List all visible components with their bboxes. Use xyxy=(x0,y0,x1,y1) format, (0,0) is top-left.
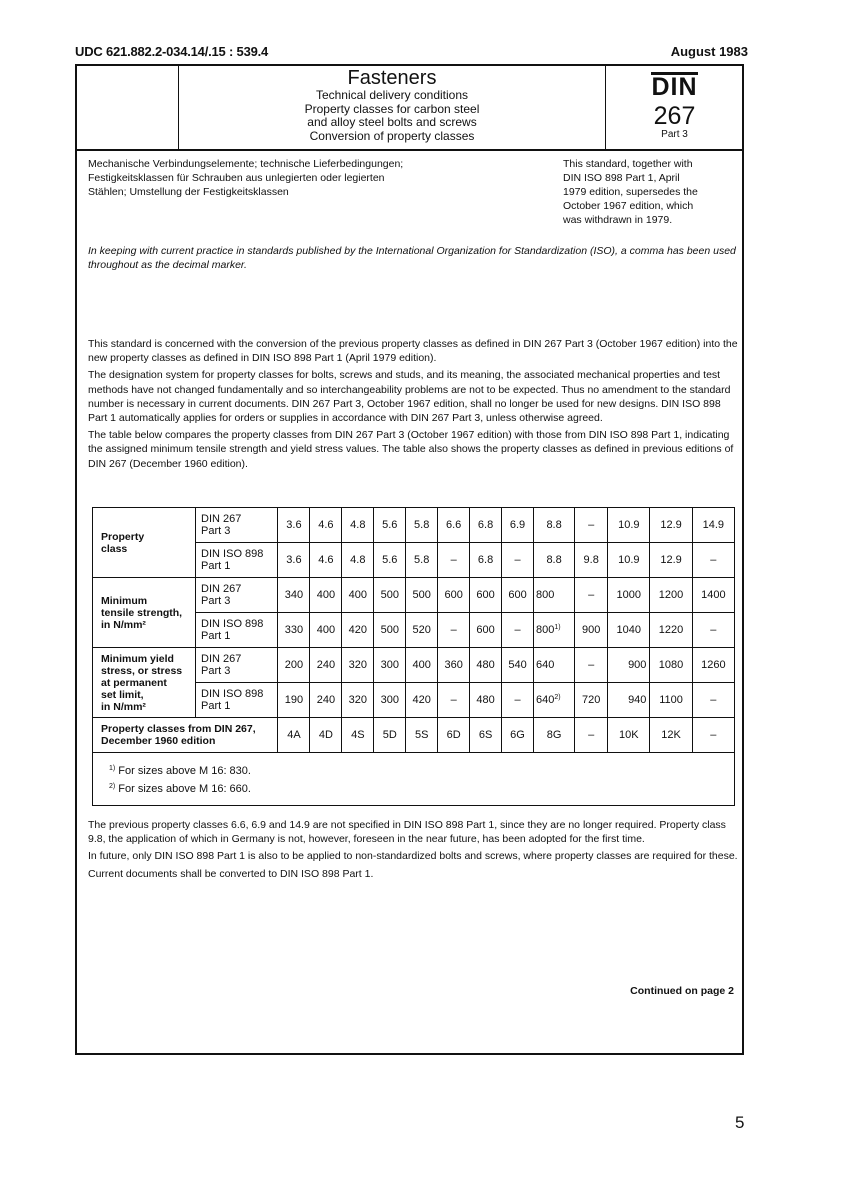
supersede-line: October 1967 edition, which xyxy=(563,200,694,212)
value-cell: 600 xyxy=(502,578,534,613)
value-cell: 12.9 xyxy=(650,543,692,578)
closing-paragraph: In future, only DIN ISO 898 Part 1 is also to be applied to non-standardized bolts and screws, where property classes are required for these. xyxy=(88,850,738,863)
value-cell: 420 xyxy=(342,613,374,648)
value-cell: 190 xyxy=(278,683,310,718)
old-classes-label: Property classes from DIN 267, December 1960 edition xyxy=(93,718,278,753)
udc-code: UDC 621.882.2-034.14/.15 : 539.4 xyxy=(75,44,269,59)
value-cell: 4A xyxy=(278,718,310,753)
value-cell: 240 xyxy=(310,683,342,718)
din-logo: DIN xyxy=(651,73,698,101)
value-cell: 340 xyxy=(278,578,310,613)
value-cell: 320 xyxy=(342,683,374,718)
value-cell: 5.8 xyxy=(406,508,438,543)
source-standard-label: DIN 267 Part 3 xyxy=(196,578,278,613)
footnote: $^{1)}$ For sizes above M 16: 830. xyxy=(109,765,251,777)
value-cell: 10.9 xyxy=(608,543,650,578)
subtitle-line: and alloy steel bolts and screws xyxy=(307,115,477,129)
subtitle-line: Property classes for carbon steel xyxy=(304,101,480,116)
subtitle-line: Technical delivery conditions xyxy=(315,88,469,102)
value-cell: 10K xyxy=(608,718,650,753)
row-group-label: Minimum tensile strength, in N/mm² xyxy=(93,578,196,648)
title-block xyxy=(77,66,742,151)
german-title-line: Mechanische Verbindungselemente; technische Lieferbedingungen; xyxy=(88,158,404,170)
value-cell: – xyxy=(692,543,734,578)
decimal-marker-note: In keeping with current practice in standards published by the International Organization for Standardization (ISO), a comma has been used throughout as the decimal marker. xyxy=(88,245,736,271)
value-cell: 6.8 xyxy=(470,543,502,578)
footnote-ref: 1) xyxy=(554,624,561,631)
value-cell: 8.8 xyxy=(533,508,574,543)
value-cell: 600 xyxy=(470,613,502,648)
value-cell: 400 xyxy=(310,578,342,613)
value-cell: – xyxy=(692,613,734,648)
value-cell: 400 xyxy=(406,648,438,683)
value-cell: 520 xyxy=(406,613,438,648)
value-cell: 800$^{1)}$ xyxy=(533,613,574,648)
value-cell: – xyxy=(438,613,470,648)
intro-paragraph: The designation system for property classes for bolts, screws and studs, and its meaning, the associated mechanical properties and test methods have not changed fundamentally and so interchangeability problems are not to be expected. Thus no amendment to the standard number is necessary in current documents. DIN 267 Part 3, October 1967 edition, shall no longer be used for new designs. DIN ISO 898 Part 1 automatically applies for orders or supplies in accordance with DIN 267 Part 3, unless otherwise agreed. xyxy=(88,369,731,425)
value-cell: 4.8 xyxy=(342,543,374,578)
german-title xyxy=(88,157,518,199)
value-cell: – xyxy=(692,718,734,753)
source-standard-label: DIN 267 Part 3 xyxy=(196,648,278,683)
footnotes-row xyxy=(93,753,735,806)
value-cell: 600 xyxy=(438,578,470,613)
value-cell: 9.8 xyxy=(575,543,608,578)
value-cell: 4S xyxy=(342,718,374,753)
value-cell: 5.6 xyxy=(374,543,406,578)
value-cell: 400 xyxy=(310,613,342,648)
value-cell: – xyxy=(575,508,608,543)
value-cell: 6S xyxy=(470,718,502,753)
source-standard-label: DIN ISO 898 Part 1 xyxy=(196,543,278,578)
value-cell: 12.9 xyxy=(650,508,692,543)
property-class-table xyxy=(92,507,735,806)
value-cell: 240 xyxy=(310,648,342,683)
table-row xyxy=(93,508,735,543)
value-cell: 5.8 xyxy=(406,543,438,578)
value-cell: – xyxy=(575,648,608,683)
closing-text xyxy=(88,818,738,884)
value-cell: 500 xyxy=(374,578,406,613)
value-cell: 6.9 xyxy=(502,508,534,543)
value-cell: 1000 xyxy=(608,578,650,613)
value-cell: 4.8 xyxy=(342,508,374,543)
value-cell: 8.8 xyxy=(533,543,574,578)
value-cell: 4.6 xyxy=(310,508,342,543)
supersede-note xyxy=(563,157,743,227)
intro-paragraph: The table below compares the property classes from DIN 267 Part 3 (October 1967 edition) with those from DIN ISO 898 Part 1, indicating the assigned minimum tensile strength and yield stress values. The table also shows the property classes as defined in previous editions of DIN 267 (December 1960 edition). xyxy=(88,429,734,470)
value-cell: 1080 xyxy=(650,648,692,683)
value-cell: 1260 xyxy=(692,648,734,683)
value-cell: – xyxy=(692,683,734,718)
value-cell: – xyxy=(502,683,534,718)
value-cell: 400 xyxy=(342,578,374,613)
publication-date: August 1983 xyxy=(670,44,748,59)
footnote-mark: 2) xyxy=(109,783,116,790)
footnote: $^{2)}$ For sizes above M 16: 660. xyxy=(109,783,251,795)
table-row xyxy=(93,648,735,683)
value-cell: 300 xyxy=(374,683,406,718)
document-title: Fasteners xyxy=(347,67,437,89)
value-cell: 940 xyxy=(608,683,650,718)
value-cell: 6.8 xyxy=(470,508,502,543)
value-cell: 1100 xyxy=(650,683,692,718)
value-cell: 4D xyxy=(310,718,342,753)
source-standard-label: DIN 267 Part 3 xyxy=(196,508,278,543)
value-cell: 900 xyxy=(608,648,650,683)
intro-paragraph: This standard is concerned with the conversion of the previous property classes as defined in DIN 267 Part 3 (October 1967 edition) into the new property classes as defined in DIN ISO 898 Part 1 (April 1979 edition). xyxy=(88,338,738,365)
value-cell: 3.6 xyxy=(278,543,310,578)
value-cell: 500 xyxy=(374,613,406,648)
value-cell: 480 xyxy=(470,648,502,683)
intro-text xyxy=(88,337,738,474)
comparison-table xyxy=(92,507,735,806)
value-cell: 5.6 xyxy=(374,508,406,543)
page-number: 5 xyxy=(735,1113,745,1132)
value-cell: 800 xyxy=(533,578,574,613)
document-frame xyxy=(75,64,744,1055)
value-cell: 640$^{2)}$ xyxy=(533,683,574,718)
value-cell: 1400 xyxy=(692,578,734,613)
value-cell: 14.9 xyxy=(692,508,734,543)
value-cell: 330 xyxy=(278,613,310,648)
row-group-label: Property class xyxy=(93,508,196,578)
value-cell: 8G xyxy=(533,718,574,753)
german-title-line: Festigkeitsklassen für Schrauben aus unlegierten oder legierten xyxy=(88,172,385,184)
value-cell: – xyxy=(502,613,534,648)
value-cell: 540 xyxy=(502,648,534,683)
value-cell: 480 xyxy=(470,683,502,718)
value-cell: 500 xyxy=(406,578,438,613)
supersede-line: was withdrawn in 1979. xyxy=(563,214,673,226)
value-cell: 320 xyxy=(342,648,374,683)
value-cell: – xyxy=(438,683,470,718)
footnote-mark: 1) xyxy=(109,765,116,772)
din-block xyxy=(605,66,743,149)
table-row xyxy=(93,578,735,613)
value-cell: 300 xyxy=(374,648,406,683)
value-cell: 1220 xyxy=(650,613,692,648)
value-cell: – xyxy=(575,578,608,613)
closing-paragraph: Current documents shall be converted to DIN ISO 898 Part 1. xyxy=(88,867,374,880)
value-cell: – xyxy=(502,543,534,578)
value-cell: – xyxy=(438,543,470,578)
title-block-center xyxy=(179,66,605,149)
row-group-label: Minimum yield stress, or stress at permanent set limit, in N/mm² xyxy=(93,648,196,718)
value-cell: 900 xyxy=(575,613,608,648)
value-cell: 4.6 xyxy=(310,543,342,578)
value-cell: 6.6 xyxy=(438,508,470,543)
german-title-line: Stählen; Umstellung der Festigkeitsklassen xyxy=(88,186,289,198)
closing-paragraph: The previous property classes 6.6, 6.9 and 14.9 are not specified in DIN ISO 898 Part 1, since they are no longer required. Property class 9.8, the application of which in Germany is not, however, foreseen in the near future, has been adopted for the first time. xyxy=(88,819,726,846)
continued-note: Continued on page 2 xyxy=(630,985,734,997)
footnotes-cell xyxy=(93,753,735,806)
value-cell: 5S xyxy=(406,718,438,753)
value-cell: 3.6 xyxy=(278,508,310,543)
supersede-line: This standard, together with xyxy=(563,158,693,170)
subtitle-line: Conversion of property classes xyxy=(309,128,475,143)
din-part: Part 3 xyxy=(661,129,688,140)
value-cell: 360 xyxy=(438,648,470,683)
value-cell: 640 xyxy=(533,648,574,683)
title-block-blank-cell xyxy=(77,66,179,149)
value-cell: 720 xyxy=(575,683,608,718)
din-number: 267 xyxy=(653,102,696,130)
source-standard-label: DIN ISO 898 Part 1 xyxy=(196,613,278,648)
source-standard-label: DIN ISO 898 Part 1 xyxy=(196,683,278,718)
value-cell: – xyxy=(575,718,608,753)
value-cell: 420 xyxy=(406,683,438,718)
value-cell: 1200 xyxy=(650,578,692,613)
value-cell: 12K xyxy=(650,718,692,753)
value-cell: 5D xyxy=(374,718,406,753)
value-cell: 600 xyxy=(470,578,502,613)
value-cell: 1040 xyxy=(608,613,650,648)
footnote-ref: 2) xyxy=(554,694,561,701)
value-cell: 6G xyxy=(502,718,534,753)
value-cell: 6D xyxy=(438,718,470,753)
value-cell: 200 xyxy=(278,648,310,683)
supersede-line: 1979 edition, supersedes the xyxy=(563,186,698,198)
supersede-line: DIN ISO 898 Part 1, April xyxy=(563,172,680,184)
value-cell: 10.9 xyxy=(608,508,650,543)
table-row-old-classes xyxy=(93,718,735,753)
